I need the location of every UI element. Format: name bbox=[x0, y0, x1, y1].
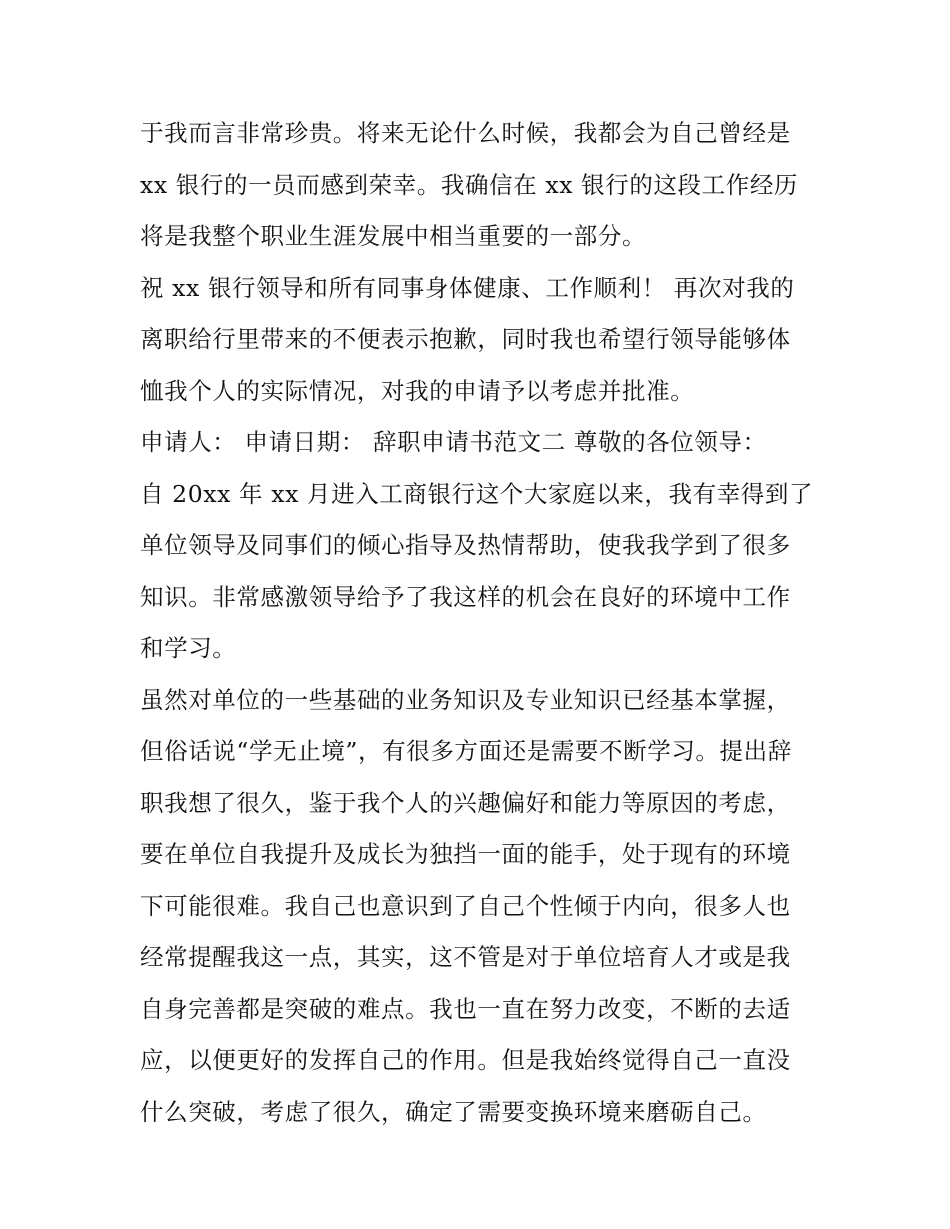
text-line: 但俗话说“学无止境”，有很多方面还是需要不断学习。提出辞 bbox=[140, 737, 792, 765]
text-line: 自身完善都是突破的难点。我也一直在努力改变，不断的去适 bbox=[140, 994, 791, 1023]
text-line: 恤我个人的实际情况，对我的申请予以考虑并批准。 bbox=[140, 376, 695, 405]
text-line: 下可能很难。我自己也意识到了自己个性倾于内向，很多人也 bbox=[140, 891, 791, 920]
text-line: 将是我整个职业生涯发展中相当重要的一部分。 bbox=[140, 222, 647, 250]
text-line: 离职给行里带来的不便表示抱歉，同时我也希望行领导能够体 bbox=[140, 325, 791, 353]
text-line: 祝 xx 银行领导和所有同事身体健康、工作顺利！ 再次对我的 bbox=[140, 273, 795, 302]
document-body bbox=[140, 108, 820, 1138]
text-line: 单位领导及同事们的倾心指导及热情帮助，使我我学到了很多 bbox=[140, 531, 791, 559]
text-line: 和学习。 bbox=[140, 634, 237, 662]
text-line: 经常提醒我这一点，其实，这不管是对于单位培育人才或是我 bbox=[140, 943, 791, 971]
text-line: xx 银行的一员而感到荣幸。我确信在 xx 银行的这段工作经历 bbox=[140, 170, 799, 199]
text-line: 要在单位自我提升及成长为独挡一面的能手，处于现有的环境 bbox=[140, 840, 791, 868]
text-line: 自 20xx 年 xx 月进入工商银行这个大家庭以来，我有幸得到了 bbox=[140, 479, 814, 508]
text-line: 申请人： 申请日期： 辞职申请书范文二 尊敬的各位领导： bbox=[140, 428, 767, 456]
text-line: 于我而言非常珍贵。将来无论什么时候，我都会为自己曾经是 bbox=[140, 119, 791, 147]
text-line: 虽然对单位的一些基础的业务知识及专业知识已经基本掌握， bbox=[140, 685, 791, 714]
text-line: 什么突破，考虑了很久，确定了需要变换环境来磨砺自己。 bbox=[140, 1097, 767, 1126]
text-line: 职我想了很久，鉴于我个人的兴趣偏好和能力等原因的考虑， bbox=[140, 788, 791, 817]
text-line: 知识。非常感激领导给予了我这样的机会在良好的环境中工作 bbox=[140, 582, 791, 611]
text-line: 应，以便更好的发挥自己的作用。但是我始终觉得自己一直没 bbox=[140, 1046, 791, 1074]
